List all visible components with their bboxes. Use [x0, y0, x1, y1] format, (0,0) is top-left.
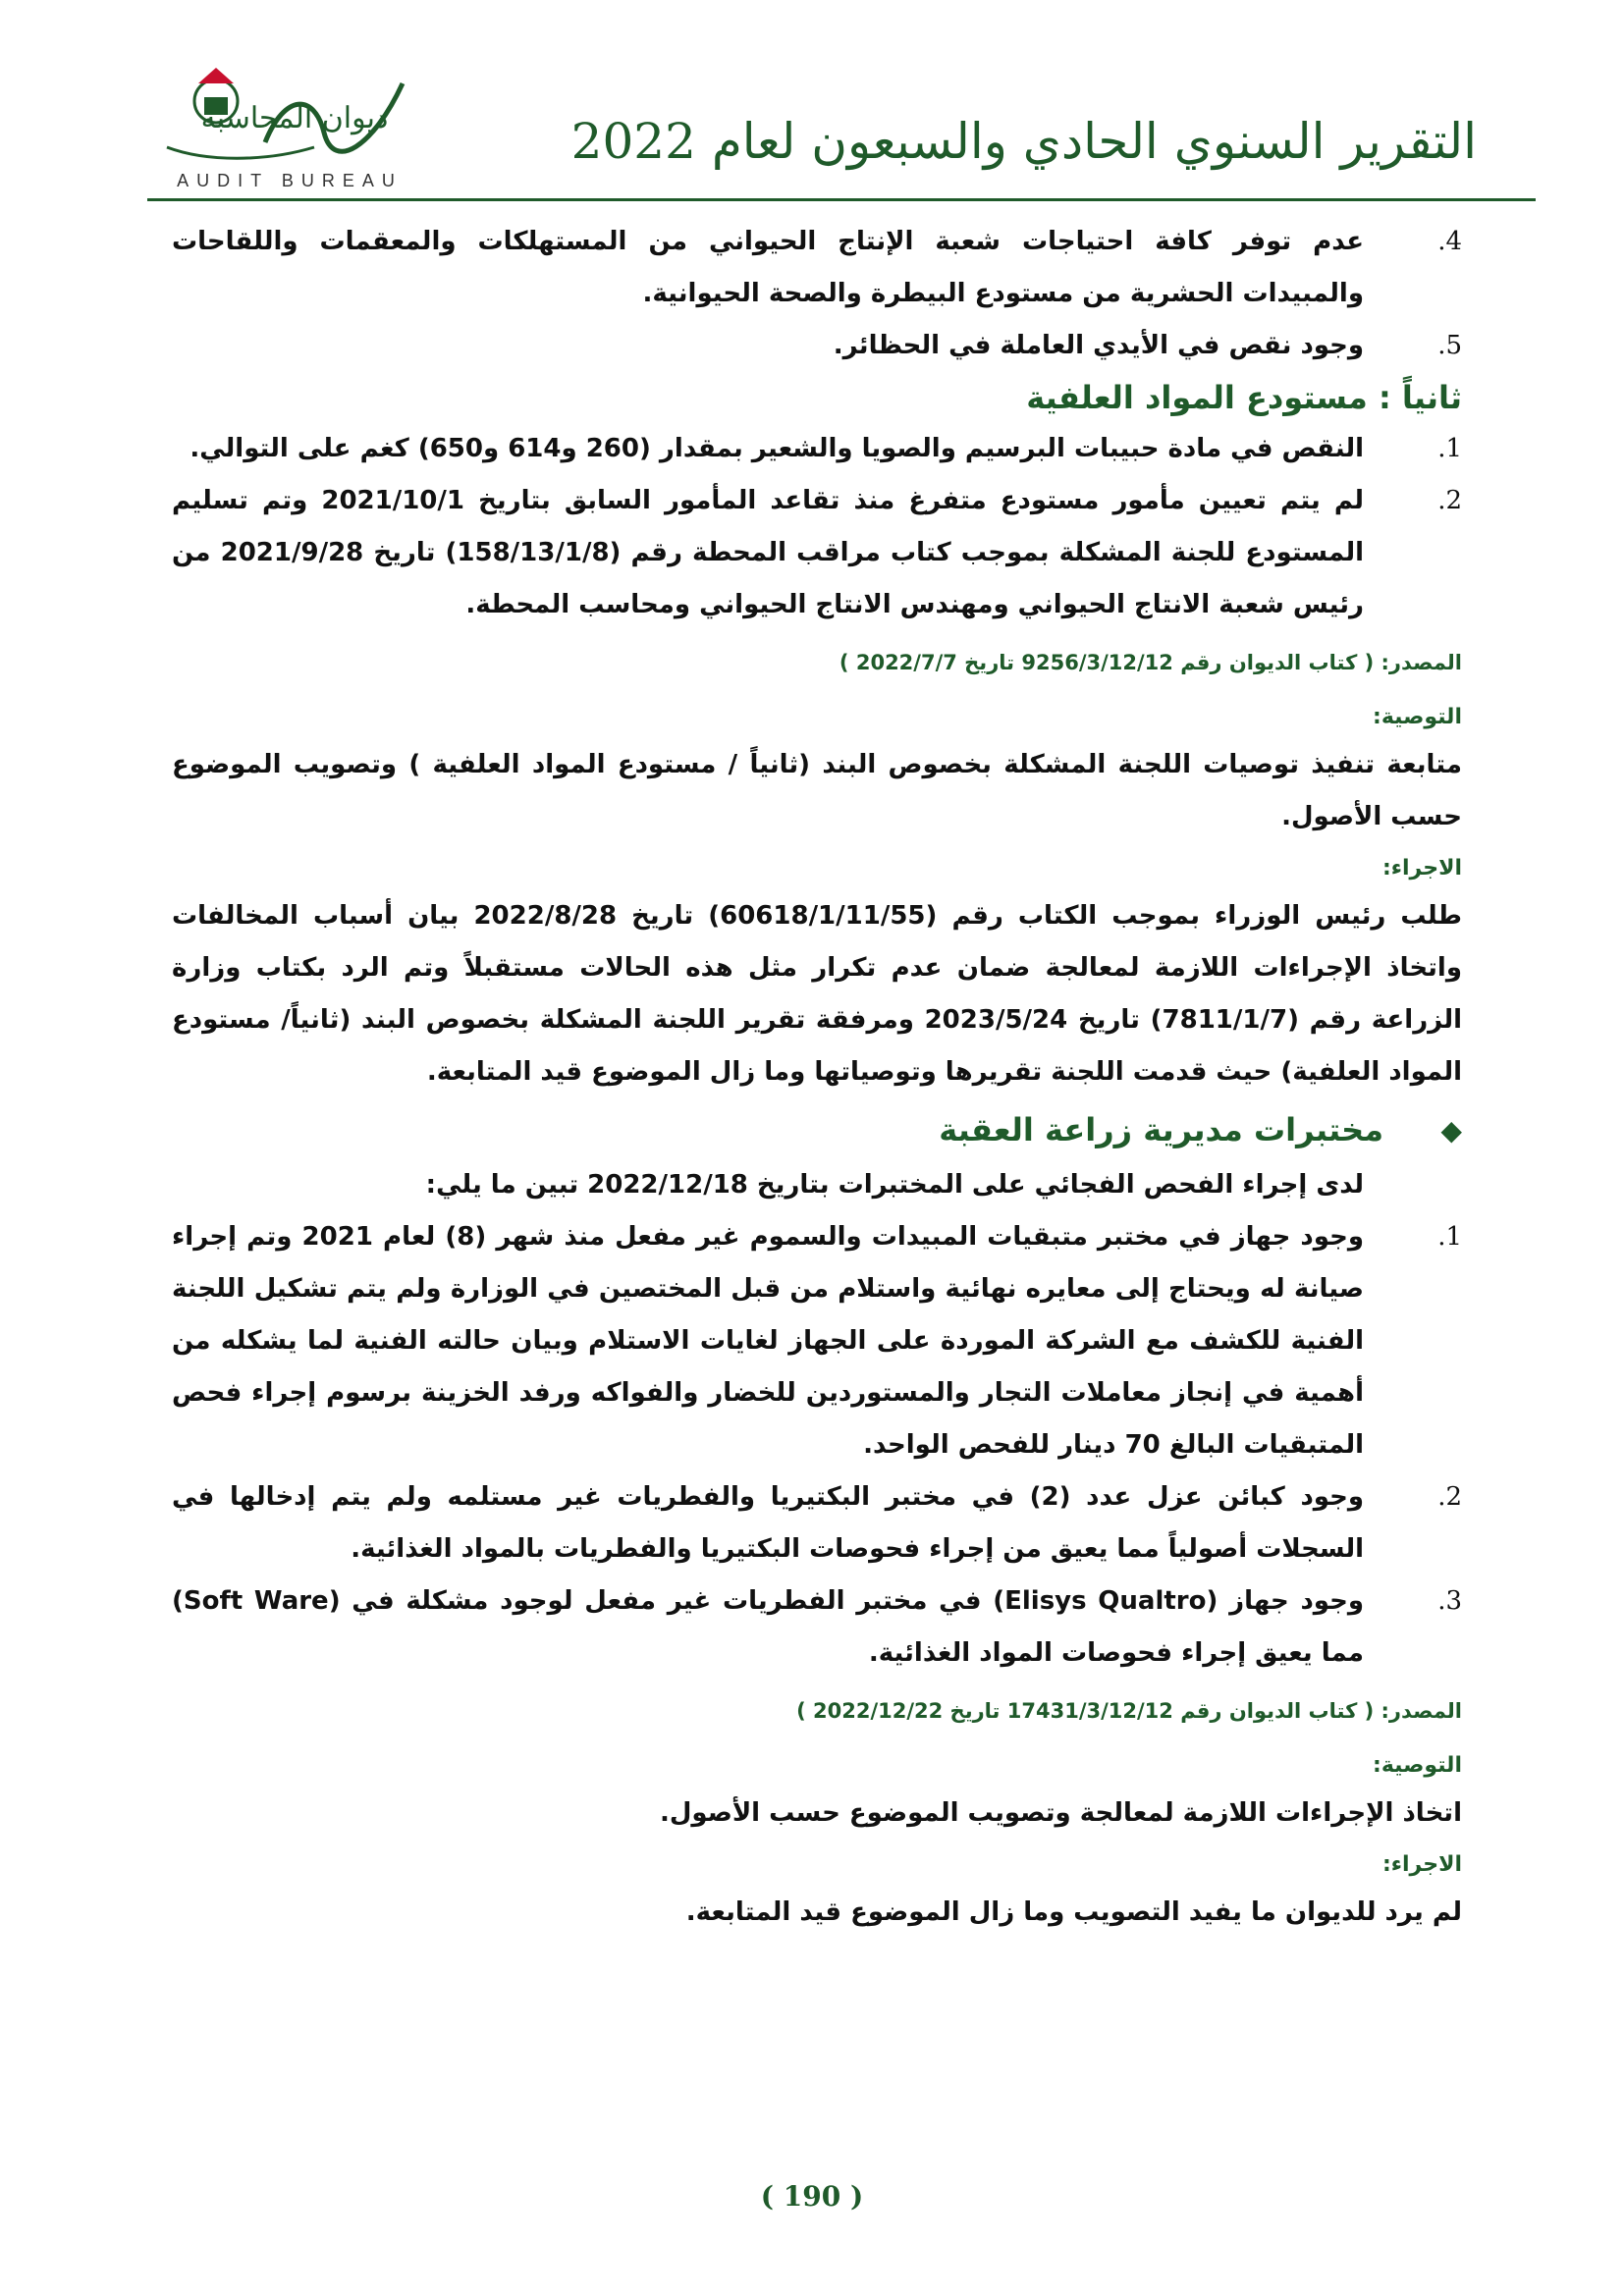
- action-label: الاجراء:: [1381, 856, 1462, 881]
- list-item: [172, 320, 1462, 372]
- logo-arabic-text: ديوان المحاسبة: [200, 101, 389, 135]
- list-item: [172, 423, 1462, 475]
- logo-text: AUDIT BUREAU: [177, 171, 403, 190]
- item-text: لم يتم تعيين مأمور مستودع متفرغ منذ تقاعد المأمور السابق بتاريخ 2021/10/1 وتم تسليم المستودع للجنة المشكلة بموجب كتاب مراقب المحطة رقم (158/13/1/8) تاريخ 2021/9/28 من رئيس شعبة الانتاج الحيواني ومهندس الانتاج الحيواني ومحاسب المحطة.: [172, 486, 1364, 619]
- page-number: ( 190 ): [760, 2180, 864, 2213]
- item-number: 5.: [1437, 331, 1462, 360]
- action-text: طلب رئيس الوزراء بموجب الكتاب رقم (60618/1/11/55) تاريخ 2022/8/28 بيان أسباب المخالفات واتخاذ الإجراءات اللازمة لمعالجة ضمان عدم تكرار مثل هذه الحالات مستقبلاً وتم الرد بكتاب وزارة الزراعة رقم (7811/1/7) تاريخ 2023/5/24 ومرفقة تقرير اللجنة المشكلة بخصوص البند (ثانياً/ مستودع المواد العلفية) حيث قدمت اللجنة تقريرها وتوصياتها وما زال الموضوع قيد المتابعة.: [172, 901, 1463, 1087]
- recommendation-label: التوصية:: [1373, 705, 1462, 729]
- item-text: وجود نقص في الأيدي العاملة في الحظائر.: [833, 331, 1364, 360]
- recommendation-label: التوصية:: [1373, 1753, 1462, 1778]
- header-divider: [147, 198, 1536, 201]
- source-reference: المصدر: ( كتاب الديوان رقم 9256/3/12/12 تاريخ 2022/7/7 ): [839, 651, 1462, 674]
- item-number: 1.: [1437, 1222, 1462, 1252]
- page-content: [172, 216, 1462, 1939]
- item-text: عدم توفر كافة احتياجات شعبة الإنتاج الحيواني من المستهلكات والمعقمات واللقاحات والمبيدات الحشرية من مستودع البيطرة والصحة الحيوانية.: [172, 227, 1364, 308]
- section-heading: ثانياً : مستودع المواد العلفية: [1026, 379, 1462, 416]
- item-number: 3.: [1437, 1586, 1462, 1616]
- action-label: الاجراء:: [1381, 1852, 1462, 1877]
- source-reference: المصدر: ( كتاب الديوان رقم 17431/3/12/12 تاريخ 2022/12/22 ): [796, 1699, 1462, 1723]
- item-text: وجود جهاز في مختبر متبقيات المبيدات والسموم غير مفعل منذ شهر (8) لعام 2021 وتم إجراء صيانة له ويحتاج إلى معايره نهائية واستلام من قبل المختصين في الوزارة ولم يتم تشكيل اللجنة الفنية للكشف مع الشركة الموردة على الجهاز لغايات الاستلام وبيان حالته الفنية لما يشكله من أهمية في إنجاز معاملات التجار والمستوردين للخضار والفواكه ورفد الخزينة برسوم إجراء فحص المتبقيات البالغ 70 دينار للفحص الواحد.: [172, 1222, 1364, 1460]
- audit-bureau-logo: [147, 54, 422, 191]
- diamond-bullet-icon: ◆: [1440, 1114, 1462, 1147]
- list-item: [172, 1471, 1462, 1575]
- page-header: [147, 54, 1477, 191]
- report-title: التقرير السنوي الحادي والسبعون لعام 2022: [570, 113, 1477, 170]
- labs-heading: مختبرات مديرية زراعة العقبة: [939, 1111, 1383, 1148]
- item-number: 1.: [1437, 434, 1462, 463]
- recommendation-text: اتخاذ الإجراءات اللازمة لمعالجة وتصويب الموضوع حسب الأصول.: [659, 1798, 1462, 1828]
- list-item: [172, 475, 1462, 631]
- labs-intro: لدى إجراء الفحص الفجائي على المختبرات بتاريخ 2022/12/18 تبين ما يلي:: [425, 1170, 1364, 1200]
- item-text: وجود كبائن عزل عدد (2) في مختبر البكتيريا والفطريات غير مستلمه ولم يتم إدخالها في السجلات أصولياً مما يعيق من إجراء فحوصات البكتيريا والفطريات بالمواد الغذائية.: [172, 1482, 1364, 1564]
- item-number: 2.: [1437, 1482, 1462, 1512]
- action-text: لم يرد للديوان ما يفيد التصويب وما زال الموضوع قيد المتابعة.: [685, 1897, 1462, 1927]
- labs-heading-row: [172, 1104, 1462, 1159]
- list-item: [172, 1575, 1462, 1680]
- item-number: 4.: [1437, 227, 1462, 256]
- logo-emblem-icon: [147, 54, 422, 172]
- recommendation-text: متابعة تنفيذ توصيات اللجنة المشكلة بخصوص البند (ثانياً / مستودع المواد العلفية ) وتصويب الموضوع حسب الأصول.: [172, 750, 1462, 831]
- item-number: 2.: [1437, 486, 1462, 515]
- item-text: النقص في مادة حبيبات البرسيم والصويا والشعير بمقدار (260 و614 و650) كغم على التوالي.: [189, 434, 1364, 463]
- item-text: وجود جهاز (Elisys Qualtro) في مختبر الفطريات غير مفعل لوجود مشكلة في (Soft Ware) مما يعيق إجراء فحوصات المواد الغذائية.: [172, 1586, 1364, 1668]
- list-item: [172, 1211, 1462, 1471]
- list-item: [172, 216, 1462, 320]
